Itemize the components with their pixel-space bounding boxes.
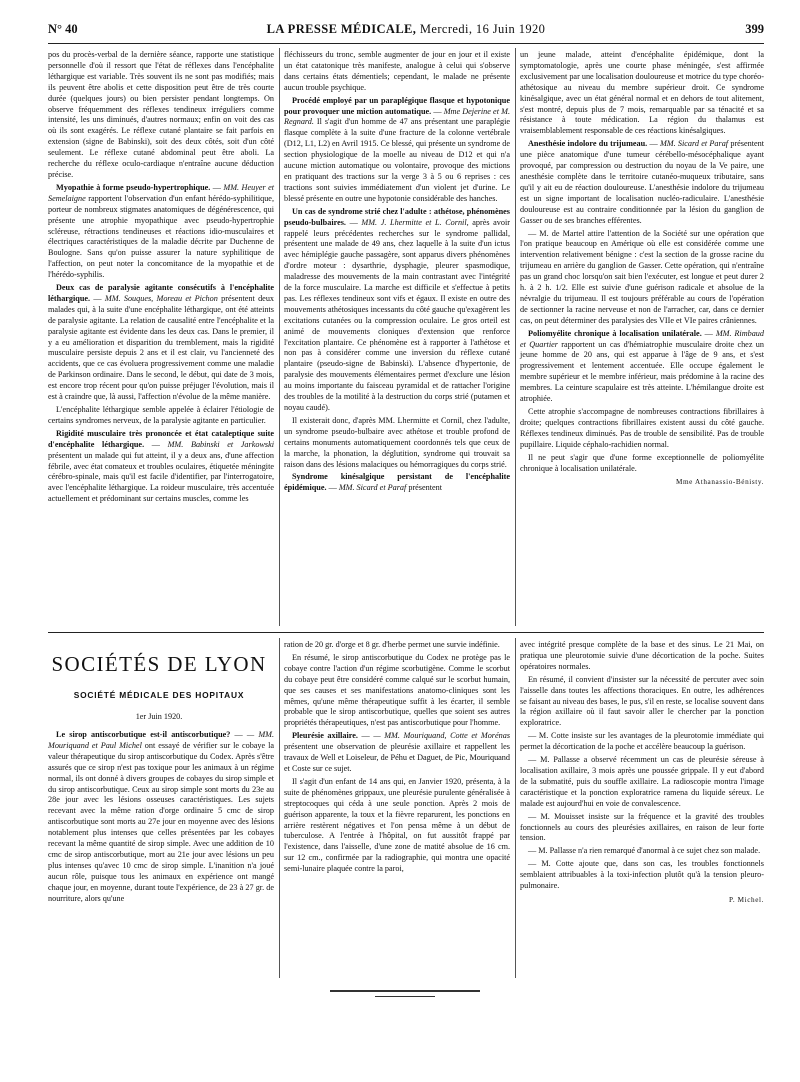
running-header — [48, 22, 764, 40]
journal-title-line — [48, 22, 764, 37]
article-text: En résumé, il convient d'insister sur la nécessité de percuter avec soin l'aisselle dans toutes les affections thoraciques. En outre, les adhérences se faisant au niveau des bases, le pus, s'il en reste, se localise souvent dans la région axillaire où il faut savoir aller le chercher par la ponction exploratrice. — [520, 674, 764, 728]
article-text: présentent un malade qui fut atteint, il y a deux ans, d'une affection fébrile, avec état comateux et troubles oculaires, étiquetée méningite cérébro-spinale, mais qu'il est facile d'identifier, par l'interrogatoire, avec l'encéphalite léthargique. La roideur musculaire, très accentuée actuellement et prédominant sur certains muscles, comme les — [48, 450, 274, 504]
paragraph: Poliomyélite chronique à localisation unilatérale. — MM. Rimbaud et Quartier rapportent un cas d'hémiatrophie musculaire droite chez un jeune homme de 20 ans, qui est apparue à l'âge de 9 ans, et s'est progressivement et lentement accentuée. Elle occupe également le membre supérieur et le membre inférieur, mais prédomine à la racine des membres. La ceinture scapulaire est très atteinte. L'hémilangue droite est atrophiée. — [520, 328, 764, 404]
article-text: ration de 20 gr. d'orge et 8 gr. d'herbe permet une survie indéfinie. — [284, 640, 500, 649]
article-text: — M. Cotte ajoute que, dans son cas, les troubles fonctionnels semblaient attribuables à la toxi-infection plutôt qu'à la tension pleuro-pulmonaire. — [520, 859, 764, 891]
paragraph — [520, 675, 764, 730]
paragraph: Rigidité musculaire très prononcée et état cataleptique suite d'encéphalite léthargique. — MM. Babinski et Jarkowski présentent un malade qui fut atteint, il y a deux ans, d'une affection fébrile, avec état comateux et troubles oculaires, étiquetée méningite cérébro-spinale, mais qu'il est facile d'identifier, par l'interrogatoire, avec l'encéphalite léthargique. La roideur musculaire, très accentuée actuellement et prédominant sur certains muscles, comme les — [48, 428, 275, 504]
article-authors: MM. Sicard et Paraf — [338, 483, 407, 493]
paragraph: Syndrome kinésalgique persistant de l'encéphalite épidémique. — MM. Sicard et Paraf présentent — [284, 472, 510, 493]
article-authors: — MM. Mouriquand, Cotte et Morénas — [373, 731, 510, 741]
article-heading: Syndrome kinésalgique persistant de l'encéphalite épidémique. — [284, 472, 510, 493]
article-text: En résumé, le sirop antiscorbutique du Codex ne protège pas le cobaye contre l'action d'un régime scorbutigène. Comme le scorbut du cobaye peut être considéré comme calqué sur le scorbut humain, que ses causes et ses manifestations anatomo-cliniques sont les mêmes, qu'une même thérapeutique suffit à les écarter, il semble probable que le sirop antiscorbutique, quelles que soient ses autres propriétés thérapeutiques, n'est pas antiscorbutique pour l'homme. — [284, 652, 510, 728]
article-heading: Deux cas de paralysie agitante consécutifs à l'encéphalite léthargique. — [48, 283, 274, 303]
article-authors: MM. Souques, Moreau et Pichon — [104, 293, 218, 303]
article-text: ont essayé de vérifier sur le cobaye la valeur thérapeutique du sirop antiscorbutique du Codex. Après s'être assurés que ce sirop n'est pas toxique pour les animaux à un régime normal, ils ont donné à divers groupes de cobayes du sirop simple et du sirop antiscorbutique. Ceux au sirop simple sont morts du 23e au 28e jour avec les lésions osseuses caractéristiques. Les sujets recevant avec la même ration d'orge ordinaire 5 cmc de sirop antiscorbutique sont morts au 27e jour en moyenne avec des lésions notablement plus intenses que celles présentées par les cobayes recevant la même quantité de sirop simple. Avec une addition de 10 cmc de sirop antiscorbutique, mort au 21e jour avec lésions un peu plus intenses qu'avec 10 cmc de sirop simple. L'inanition n'a joué aucun rôle, puisque tous les animaux en expérience ont mangé chaque jour, en moyenne, durant toute l'expérience, de 23 à 27 gr. de nourriture, alors qu'une — [48, 740, 274, 903]
article-heading: Myopathie à forme pseudo-hypertrophique. — [56, 182, 211, 192]
paragraph — [520, 229, 764, 327]
paragraph — [520, 50, 764, 137]
article-authors: MM. Rimbaud et Quartier — [520, 328, 764, 349]
paragraph: Un cas de syndrome strié chez l'adulte : athétose, phénomènes pseudo-bulbaires. — MM. J. Lhermitte et L. Cornil, après avoir rappelé leurs précédentes recherches sur le syndrome pallidal, présentent une malade de 49 ans, chez laquelle à la suite d'un ictus avec hémiplégie gauche passagère, sont apparus divers phénomènes d'ordre moteur : dysarthrie, dysphagie, pleurer spasmodique, maladresse des mouvements de la main contrastant avec l'intégrité de la force musculaire. La marche est difficile et s'effectue à petits pas. Les réflexes tendineux sont vifs et égaux. Il existe en outre des mouvements athétosiques incessants du côté gauche qu'exagèrent les excitations cutanées ou la compression oculaire. Le gros orteil est animé de mouvements cloniques d'extension que renforce l'excitation plantaire. Ce phénomène est à rapporter à l'athétose et non pas à considérer comme une inversion du réflexe cutané plantaire (pseudo-signe de Babinski). L'absence d'hypertonie, de paralysie des mouvements élémentaires permet d'exclure une lésion au moins importante du faisceau pyramidal et de rattacher l'origine des troubles de la motilité à la destruction du corps strié (putamen et noyau caudé). — [284, 206, 510, 412]
article-authors: — MM. Mouriquand et Paul Michel — [48, 730, 275, 750]
paragraph — [284, 640, 510, 651]
article-authors: Mme Dejerine et M. Regnard. — [284, 106, 511, 127]
article-text: Cette atrophie s'accompagne de nombreuses contractions fibrillaires à droite; quelques contractions fibrillaires existent aussi du côté gauche. Réflexes tendineux diminués. Pas de trouble de sensibilité. Pas de trouble pupillaire. Liquide céphalo-rachidien normal. — [520, 407, 764, 449]
paragraph — [520, 859, 764, 892]
paragraph — [520, 812, 764, 845]
bottom-column-1 — [48, 730, 274, 907]
bottom-column-2 — [284, 640, 510, 877]
article-text: Il s'agit d'un enfant de 14 ans qui, en Janvier 1920, présenta, à la suite de phénomènes grippaux, une pleurésie purulente généralisée à streptocoques qui céda à une seule ponction. Après 2 mois de guérison apparente, la toux et la fièvre reparurent, les ponctions en arrière restèrent négatives et l'on pensa même à un début de tuberculose. A l'entrée à l'hôpital, on fut aussitôt frappé par l'existence, dans l'aisselle, d'une zone de matité absolue de 16 cm. sur 12 cm., confirmée par la radiographie, qui montra une opacité semi-lunaire plaquée contre la paroi, — [284, 776, 510, 874]
issue-date: Mercredi, 16 Juin 1920 — [419, 22, 546, 36]
column-divider — [279, 48, 280, 626]
bottom-column-3 — [520, 640, 764, 906]
paragraph — [520, 755, 764, 810]
paragraph: Deux cas de paralysie agitante consécutifs à l'encéphalite léthargique. — MM. Souques, Moreau et Pichon présentent deux malades qui, à la suite d'une encéphalite léthargique, ont été atteints de paralysie agitante. La relation de causalité entre l'encéphalite et la paralysie agitante est évidente dans les deux cas. Dans le premier, il y a eu amélioration et disparition du tremblement, mais la rigidité musculaire persiste depuis 2 ans et il est clair, vu l'ancienneté des accidents, que ce cas évoluera progressivement comme une maladie de Parkinson ordinaire. Dans le second, le début, qui date de 3 mois, est encore trop récent pour qu'on puisse préjuger l'évolution, mais il est à craindre que, là aussi, l'affection n'évolue de la même manière. — [48, 283, 275, 402]
article-authors: MM. Heuyer et Semelaigne — [48, 182, 275, 203]
signature: Mme Athanassio-Bénisty. — [676, 478, 764, 487]
paragraph — [520, 640, 764, 673]
article-heading: Le sirop antiscorbutique est-il antiscorbutique? — [56, 730, 231, 739]
session-date: 1er Juin 1920. — [135, 712, 183, 721]
paragraph — [520, 731, 764, 753]
paragraph: Le sirop antiscorbutique est-il antiscorbutique? — — MM. Mouriquand et Paul Michel ont essayé de vérifier sur le cobaye la valeur thérapeutique du sirop antiscorbutique du Codex. Après s'être assurés que ce sirop n'est pas toxique pour les animaux à un régime normal, ils ont donné à divers groupes de cobayes du sirop simple et du sirop antiscorbutique. Ceux au sirop simple sont morts du 23e au 28e jour avec les lésions osseuses caractéristiques. Les sujets recevant avec la même ration d'orge ordinaire 5 cmc de sirop antiscorbutique sont morts au 27e jour en moyenne avec des lésions notablement plus intenses que celles présentées par les cobayes recevant la même quantité de sirop simple. Avec une addition de 10 cmc de sirop antiscorbutique, mort au 21e jour avec lésions un peu plus intenses qu'avec 10 cmc de sirop simple. L'inanition n'a joué aucun rôle, puisque tous les animaux en expérience ont mangé chaque jour, en moyenne, durant toute l'expérience, de 23 à 27 gr. de nourriture, alors qu'une — [48, 730, 275, 903]
section-rule — [48, 632, 764, 633]
paragraph: Pleurésie axillaire. — — MM. Mouriquand, Cotte et Morénas présentent une observation de pleurésie axillaire et rappellent les travaux de Well et Loiseleur, de Péhu et Daguet, de Pic, Mouriquand et Coste sur ce sujet. — [284, 731, 510, 773]
paragraph — [284, 777, 510, 875]
article-text: avec intégrité presque complète de la base et des sinus. Le 21 Mai, on pratiqua une pleurotomie suivie d'une décortication de la poche. Suites opératoires normales. — [520, 640, 764, 671]
article-text: pos du procès-verbal de la dernière séance, rapporte une statistique personnelle d'où il ressort que l'état de réflexes dans l'encéphalite léthargique est variable. Très souvent ils ne sont pas modifiés; mais ils peuvent être abolis et cette disposition peut être de très courte durée (quelques jours) ou bien persister pendant longtemps. On observe fréquemment des réflexes tendineux irréguliers comme intensité, les uns diminués, d'autres normaux; enfin on voit des cas où ils sont exagérés. Le réflexe cutané plantaire se fait parfois en extension (signe de Babinski), soit des deux côtés, soit d'un côté seulement. Le réflexe cutané abdominal peut être aboli. La recherche du réflexe oculo-cardiaque n'entraîne aucune déduction précise. — [48, 50, 274, 179]
article-text: Il ne peut s'agir que d'une forme exceptionnelle de poliomyélite chronique à localisation unilatérale. — [520, 452, 764, 473]
paragraph — [520, 846, 764, 857]
article-text: après avoir rappelé leurs précédentes recherches sur le syndrome pallidal, présentent une malade de 49 ans, chez laquelle à la suite d'un ictus avec hémiplégie gauche passagère, sont apparus divers phénomènes d'ordre moteur : dysarthrie, dysphagie, pleurer spasmodique, maladresse des mouvements de la main contrastant avec l'intégrité de la force musculaire. La marche est difficile et s'effectue à petits pas. Les réflexes tendineux sont vifs et égaux. Il existe en outre des mouvements athétosiques incessants du côté gauche qu'exagèrent les excitations cutanées ou la compression oculaire. Le gros orteil est animé de mouvements cloniques d'extension que renforce l'excitation plantaire. Ce phénomène est à rapporter à l'athétose et non pas à considérer comme une inversion du réflexe cutané plantaire (pseudo-signe de Babinski). L'absence d'hypertonie, de paralysie des mouvements élémentaires permet d'exclure une lésion au moins importante du faisceau pyramidal et de rattacher l'origine des troubles de la motilité à la destruction du corps strié (putamen et noyau caudé). — [284, 217, 510, 412]
article-heading: Un cas de syndrome strié chez l'adulte : athétose, phénomènes pseudo-bulbaires. — [284, 206, 510, 227]
footer-rule — [375, 996, 435, 997]
header-rule — [48, 43, 764, 44]
article-heading: Anesthésie indolore du trijumeau. — [528, 139, 648, 149]
column-divider — [515, 638, 516, 978]
article-text: — M. Pallasse n'a rien remarqué d'anormal à ce sujet chez son malade. — [528, 846, 761, 856]
column-divider — [515, 48, 516, 626]
article-text: présentent une observation de pleurésie axillaire et rappellent les travaux de Well et Loiseleur, de Péhu et Daguet, de Pic, Mouriquand et Coste sur ce sujet. — [284, 742, 510, 773]
article-text: fléchisseurs du tronc, semble augmenter de jour en jour et il existe un état catatonique très manifeste, analogue à celui qui s'observe dans certains états démentiels; cependant, le malade ne présente aucun trouble psychique. — [284, 50, 510, 92]
paragraph: Myopathie à forme pseudo-hypertrophique. — MM. Heuyer et Semelaigne rapportent l'observation d'un enfant hérédo-syphilitique, porteur de nombreux stigmates anatomiques de dégénérescence, qui présente une atrophie myopathique avec pseudo-hypertrophie scléreuse, rétractions tendineuses et réactions idio-musculaires et électriques caractéristiques de la maladie décrite par Duchenne de Boulogne. Sans qu'on puisse assurer la nature syphilitique de l'affection, on peut noter la concomitance de la myopathie et de l'hérédo-syphilis. — [48, 182, 275, 280]
article-text: Il existerait donc, d'après MM. Lhermitte et Cornil, chez l'adulte, un syndrome pseudo-bulbaire avec athétose et trouble profond de certains monuments automatiquement coordonnés tels que ceux de la marche, la phonation, la déglutition, syndrome qui trouvait sa raison dans des lésions malaciques ou hémorragiques du corps strié. — [284, 415, 510, 469]
article-authors: MM. Sicard et Paraf — [659, 139, 729, 149]
article-text: — M. Cotte insiste sur les avantages de la pleurotomie immédiate qui permet la décortication de la poche et accélère beaucoup la guérison. — [520, 731, 764, 752]
article-text: un jeune malade, atteint d'encéphalite épidémique, dont la symptomatologie, après une courte phase méningée, s'est affirmée exclusivement par une localisation douloureuse et motrice du type choréo-athétosique au niveau du membre supérieur droit. Ce syndrome kinésalgique, avec un état général normal et en dehors de tout alitement, s'est montré, depuis plus de 7 mois, remarquable par sa ténacité et sa résistance à toute médication. La région du thalamus est vraisemblablement responsable de ces réactions kinésalgiques. — [520, 50, 764, 136]
article-heading: Poliomyélite chronique à localisation unilatérale. — [528, 328, 702, 338]
article-text: présentent deux malades qui, à la suite d'une encéphalite léthargique, ont été atteints de paralysie agitante. La relation de causalité entre l'encéphalite et la paralysie agitante est évidente dans les deux cas. Dans le premier, il y a eu amélioration et disparition du tremblement, mais la rigidité musculaire persiste depuis 2 ans et il est clair, vu l'ancienneté des accidents, que ce cas évoluera progressivement comme une maladie de Parkinson ordinaire. Dans le second, le début, qui date de 3 mois, est encore trop récent pour qu'on puisse préjuger l'évolution, mais il est à craindre que, là aussi, l'affection n'évolue de la même manière. — [48, 293, 275, 402]
paragraph — [284, 653, 510, 729]
paragraph — [284, 50, 510, 94]
column-divider — [279, 638, 280, 978]
article-text: rapportent l'observation d'un enfant hérédo-syphilitique, porteur de nombreux stigmates anatomiques de dégénérescence, qui présente une atrophie myopathique avec pseudo-hypertrophie scléreuse, rétractions tendineuses et réactions idio-musculaires et électriques caractéristiques de la maladie décrite par Duchenne de Boulogne. Sans qu'on puisse assurer la nature syphilitique de l'affection, on peut noter la concomitance de la myopathie et de l'hérédo-syphilis. — [48, 193, 274, 280]
signature: P. Michel. — [729, 895, 764, 904]
footer-rule — [330, 990, 480, 992]
article-text: L'encéphalite léthargique semble appelée à éclairer l'étiologie de certains syndromes nerveux, de la paralysie agitante en particulier. — [48, 405, 274, 425]
paragraph: Anesthésie indolore du trijumeau. — MM. Sicard et Paraf présentent une pièce anatomique d'une tumeur cérébello-mésocéphalique ayant provoqué, par compression ou destruction du noyau de la Ve paire, une anesthésie complète dans le territoire cutanéo-muqueux tributaire, sans qu'il y ait eu de réaction douloureuse. L'anesthésie indolore du trijumeau est un signe important de localisation nucléo-radiculaire. L'anesthésie douloureuse est au contraire conditionnée par la lésion du ganglion de Gasser ou de ses branches efférentes. — [520, 139, 764, 225]
article-text: rapportent un cas d'hémiatrophie musculaire droite chez un jeune homme de 20 ans, qui est apparue à l'âge de 9 ans, et s'est progressivement et lentement accentuée. Elle occupe également le membre supérieur et le membre inférieur, mais prédomine à la racine des membres. La ceinture scapulaire est très atteinte. L'hémilangue droite est atrophiée. — [520, 339, 764, 404]
journal-title: LA PRESSE MÉDICALE, — [266, 22, 417, 36]
paragraph — [284, 416, 510, 471]
article-text: présentent — [408, 483, 442, 493]
article-text: — M. de Martel attire l'attention de la Société sur une opération que l'on pratique beaucoup en Amérique où elle est considérée comme une intervention relativement bénigne : c'est la section de la grosse racine du trijumeau en arrière du ganglion de Gasser. Cette opération, qui n'entraîne pas un grand choc lorsqu'on sait bien l'exécuter, est longue et peut durer 2 h. à 2 h. 1/2. Elle est suivie d'une guérison radicale et absolue de la névralgie du trijumeau. Il est toujours préférable au cours de l'opération de sectionner la racine nerveuse et non de l'arracher, car, dans ce dernier cas, on peut déterminer des paralysies des VIIe et VIe paires crâniennes. — [520, 228, 764, 325]
paragraph: Procédé employé par un paraplégique flasque et hypotonique pour provoquer une miction automatique. — Mme Dejerine et M. Regnard. Il s'agit d'un homme de 47 ans présentant une paraplégie flasque complète à la suite d'une fracture de la colonne vertébrale (D12, L1, L2) en Avril 1915. Ce blessé, qui présente un syndrome de section physiologique de la moelle au niveau de D12 et qui n'a aucune miction automatique ou volontaire, provoque des mictions en pratiquant des tractions sur la verge 3 à 5 ou 6 reprises : ces tractions sont suivies immédiatement d'un violent jet d'urine. Le blessé présente en outre une hypotonie considérable des hanches. — [284, 95, 511, 203]
issue-number: N° 40 — [48, 22, 78, 36]
paragraph — [48, 50, 274, 181]
article-text: — M. Mouisset insiste sur la fréquence et la gravité des troubles fonctionnels au cours des pleurésies axillaires, en raison de leur forte tension. — [520, 811, 764, 843]
article-text: — M. Pallasse a observé récemment un cas de pleurésie séreuse à localisation axillaire, 3 mois après une poussée grippale. Il y eut d'abord de la submatité, puis du souffle axillaire. La radioscopie montra l'image caractéristique et la ponction exploratrice ramena du liquide séreux. Le malade est aujourd'hui en voie de convalescence. — [520, 755, 764, 808]
article-text: Il s'agit d'un homme de 47 ans présentant une paraplégie flasque complète à la suite d'une fracture de la colonne vertébrale (D12, L1, L2) en Avril 1915. Ce blessé, qui présente un syndrome de section physiologique de la moelle au niveau de D12 et qui n'a aucune miction automatique ou volontaire, provoque des mictions en pratiquant des tractions sur la verge 3 à 5 ou 6 reprises : ces tractions sont suivies immédiatement d'un violent jet d'urine. Le blessé présente en outre une hypotonie considérable des hanches. — [284, 117, 511, 203]
top-column-3 — [520, 50, 764, 488]
top-column-1 — [48, 50, 274, 507]
top-column-2 — [284, 50, 510, 496]
section-title: SOCIÉTÉS DE LYON — [51, 652, 267, 676]
article-text: présentent une pièce anatomique d'une tumeur cérébello-mésocéphalique ayant provoqué, par compression ou destruction du noyau de la Ve paire, une anesthésie complète dans le territoire cutanéo-muqueux tributaire, sans qu'il y ait eu de réaction douloureuse. L'anesthésie indolore du trijumeau est un signe important de localisation nucléo-radiculaire. L'anesthésie douloureuse est au contraire conditionnée par la lésion du ganglion de Gasser ou de ses branches efférentes. — [520, 139, 764, 225]
paragraph — [48, 405, 274, 427]
article-heading: Pleurésie axillaire. — [292, 731, 358, 741]
paragraph — [520, 453, 764, 475]
article-authors: MM. Babinski et Jarkowski — [167, 439, 275, 449]
article-heading: Procédé employé par un paraplégique flasque et hypotonique pour provoquer une miction automatique. — [284, 95, 510, 116]
article-authors: MM. J. Lhermitte et L. Cornil, — [361, 217, 469, 227]
paragraph — [520, 407, 764, 451]
society-name: SOCIÉTÉ MÉDICALE DES HOPITAUX — [73, 690, 245, 700]
article-heading: Rigidité musculaire très prononcée et état cataleptique suite d'encéphalite léthargique. — [48, 428, 274, 449]
page-number: 399 — [745, 22, 764, 36]
